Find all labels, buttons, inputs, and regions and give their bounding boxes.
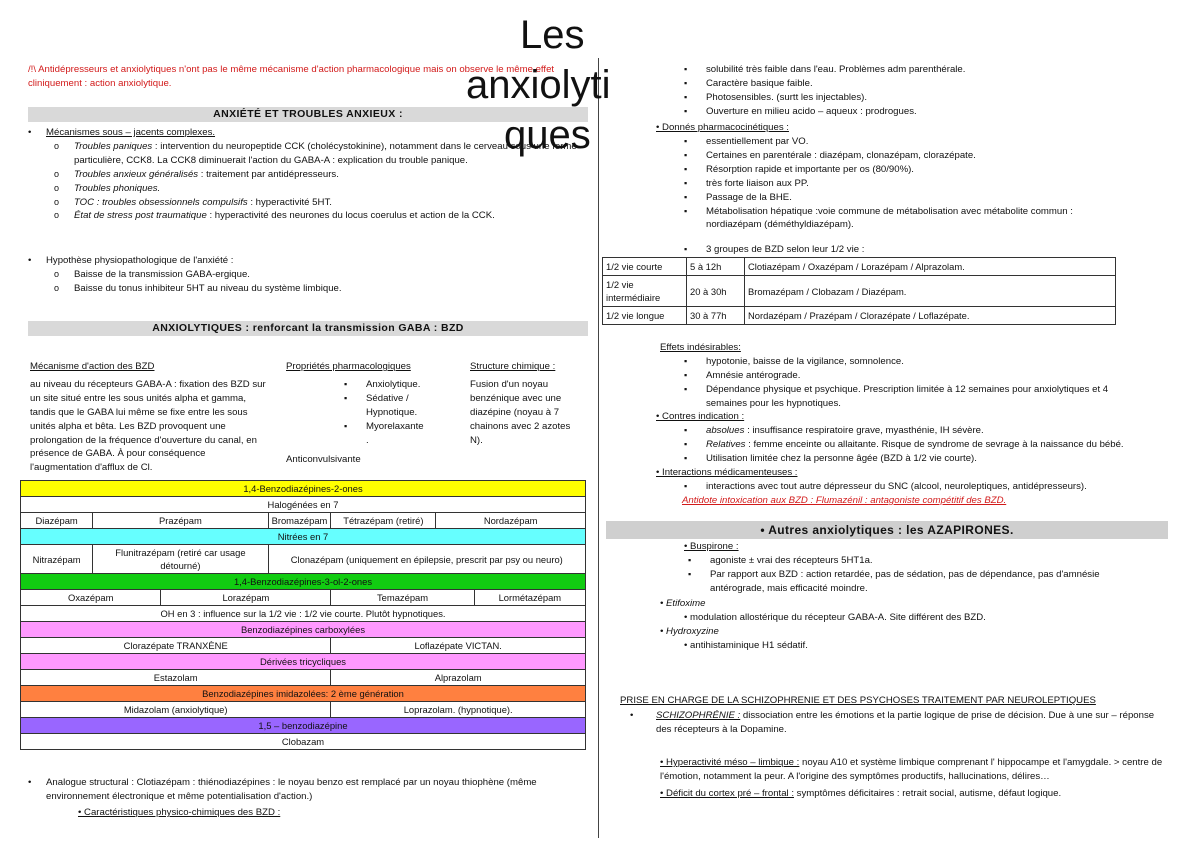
adverse-effects-list — [680, 355, 1120, 411]
groups-title: ▪ 3 groupes de BZD selon leur 1/2 vie : — [680, 243, 1120, 257]
antidote-note: Antidote intoxication aux BZD : Flumazénil : antagoniste compétitif des BZD. — [682, 495, 1007, 506]
hypothesis-item: o Baisse de la transmission GABA-ergique. — [20, 268, 590, 282]
pk-item: ▪ Métabolisation hépatique :voie commune de métabolisation avec métabolite commun : nordiazépam (déméthyldiazépam). — [680, 205, 1120, 233]
column-divider — [598, 58, 599, 838]
mech-item: o État de stress post traumatique : hyperactivité des neurones du locus coerulus et action de la CCK. — [20, 209, 590, 223]
table-group-header: 1,4-Benzodiazépines-2-ones — [21, 481, 586, 497]
title-line-3: ques — [504, 113, 591, 157]
table-cell: Nitrazépam — [21, 545, 93, 574]
table-cell: Clobazam — [21, 734, 586, 750]
contraindication-item: ▪ Relatives : femme enceinte ou allaitante. Risque de syndrome de sevrage à la naissance du bébé. — [680, 438, 1130, 452]
title-line-2: anxiolyti — [466, 63, 611, 107]
deficit-item: • Déficit du cortex pré – frontal : symptômes déficitaires : retrait social, autisme, défaut logique. — [660, 788, 1062, 799]
table-row — [21, 702, 586, 718]
table-cell: Alprazolam — [331, 670, 586, 686]
table-cell: Tétrazépam (retiré) — [331, 513, 436, 529]
property-item: ▪ Sédative / Hypnotique. — [340, 392, 420, 420]
halflife-cat: 1/2 vie longue — [603, 307, 687, 325]
properties-column — [286, 360, 456, 467]
property-item: ▪ Anxiolytique. — [340, 378, 420, 392]
hydroxyzine-title: • Hydroxyzine — [660, 626, 719, 637]
table-cell: Loflazépate VICTAN. — [331, 638, 586, 654]
table-cell: Oxazépam — [21, 590, 161, 606]
table-row — [21, 638, 586, 654]
halflife-drugs: Clotiazépam / Oxazépam / Lorazépam / Alprazolam. — [745, 258, 1116, 276]
table-group-header: Nitrées en 7 — [21, 529, 586, 545]
physchem-item: ▪ Ouverture en milieu acido – aqueux : prodrogues. — [680, 105, 1120, 119]
pk-item: ▪ très forte liaison aux PP. — [680, 177, 1120, 191]
structure-column-title: Structure chimique : — [470, 361, 556, 372]
physchem-title: • Caractéristiques physico-chimiques des BZD : — [78, 807, 281, 818]
pk-item: ▪ Résorption rapide et importante per os (80/90%). — [680, 163, 1120, 177]
halflife-drugs: Bromazépam / Clobazam / Diazépam. — [745, 276, 1116, 307]
halflife-cat: 1/2 vie intermédiaire — [603, 276, 687, 307]
table-group-header: Dérivées tricycliques — [21, 654, 586, 670]
pk-item: ▪ Passage de la BHE. — [680, 191, 1120, 205]
buspirone-item: ▪ agoniste ± vrai des récepteurs 5HT1a. — [684, 554, 1134, 568]
physchem-item: ▪ Photosensibles. (surtt les injectables). — [680, 91, 1120, 105]
adverse-item: ▪ Amnésie antérograde. — [680, 369, 1120, 383]
table-cell: Temazépam — [331, 590, 474, 606]
table-cell: Estazolam — [21, 670, 331, 686]
table-cell: Midazolam (anxiolytique) — [21, 702, 331, 718]
table-group-header: Benzodiazépines carboxylées — [21, 622, 586, 638]
mech-item: o Troubles anxieux généralisés : traitement par antidépresseurs. — [20, 168, 590, 182]
table-row — [21, 590, 586, 606]
contraindication-item: ▪ absolues : insuffisance respiratoire grave, myasthénie, IH sévère. — [680, 424, 1130, 438]
section-band-anxiety: ANXIÉTÉ ET TROUBLES ANXIEUX : — [28, 107, 588, 122]
bzd-classification-table — [20, 480, 586, 750]
halflife-row — [603, 307, 1116, 325]
interactions-title: • Interactions médicamenteuses : — [656, 467, 798, 478]
analog-list — [20, 776, 590, 804]
interactions-list — [680, 480, 1130, 494]
adverse-item: ▪ hypotonie, baisse de la vigilance, somnolence. — [680, 355, 1120, 369]
physchem-list — [680, 63, 1120, 119]
mechanism-column-text: au niveau du récepteurs GABA-A : fixation des BZD sur un site situé entre les sous unités alpha et gamma, tandis que le GABA lui même se fixe entre les sous unités alpha et bêta. Les BZD provoquent une prolongation de la fréquence d'ouverture du canal, en présence de GABA. À pour conséquence l'augmentation d'afflux de Cl. — [30, 378, 266, 474]
hydroxyzine-item: • antihistaminique H1 sédatif. — [684, 640, 808, 651]
mech-item: o Troubles phoniques. — [20, 182, 590, 196]
property-item: ▪ Myorelaxante . — [340, 420, 420, 448]
halflife-time: 5 à 12h — [687, 258, 745, 276]
pk-item: ▪ essentiellement par VO. — [680, 135, 1120, 149]
table-cell: Bromazépam — [268, 513, 331, 529]
table-cell: Clonazépam (uniquement en épilepsie, prescrit par psy ou neuro) — [268, 545, 585, 574]
halflife-time: 30 à 77h — [687, 307, 745, 325]
table-cell: Nordazépam — [436, 513, 586, 529]
mechanisms-title: • Mécanismes sous – jacents complexes. — [20, 126, 590, 140]
table-group-header: 1,5 – benzodiazépine — [21, 718, 586, 734]
structure-column — [470, 360, 582, 447]
table-cell: Clorazépate TRANXÈNE — [21, 638, 331, 654]
mechanism-column — [30, 360, 266, 475]
contraindications-list — [680, 424, 1130, 466]
contraindications-title: • Contres indication : — [656, 411, 745, 422]
hyperactivity-item: • Hyperactivité méso – limbique : noyau A10 et système limbique comprenant l' hippocampe et l'amygdale. > centre de l'émotion, notamment la peur. A l'origine des symptômes productifs, hallucinations, délires… — [660, 757, 1163, 782]
table-cell: Lormétazépam — [474, 590, 585, 606]
table-row — [21, 734, 586, 750]
table-row — [21, 545, 586, 574]
halflife-row — [603, 258, 1116, 276]
schizophrenia-list — [622, 709, 1162, 737]
table-group-header: 1,4-Benzodiazépines-3-ol-2-ones — [21, 574, 586, 590]
schizophrenia-title: PRISE EN CHARGE DE LA SCHIZOPHRENIE ET DES PSYCHOSES TRAITEMENT PAR NEUROLEPTIQUES — [620, 695, 1096, 706]
properties-column-title: Propriétés pharmacologiques — [286, 361, 411, 372]
schizophrenia-item: • SCHIZOPHRÉNIE : dissociation entre les émotions et la partie logique de prise de décision. Due à une sur – réponse des récepteurs à la Dopamine. — [622, 709, 1162, 737]
halflife-table — [602, 257, 1116, 325]
contraindication-item: ▪ Utilisation limitée chez la personne âgée (BZD à 1/2 vie courte). — [680, 452, 1130, 466]
table-cell: Prazépam — [93, 513, 268, 529]
mechanism-column-title: Mécanisme d'action des BZD — [30, 361, 155, 372]
halflife-row — [603, 276, 1116, 307]
pk-list — [680, 135, 1120, 232]
table-row — [21, 513, 586, 529]
hypothesis-list — [20, 254, 590, 296]
section-band-azapirones: • Autres anxiolytiques : les AZAPIRONES. — [606, 521, 1168, 539]
warning-note: /!\ Antidépresseurs et anxiolytiques n'ont pas le même mécanisme d'action pharmacologique mais on observe le même effet cliniquement : action anxiolytique. — [28, 64, 555, 89]
halflife-time: 20 à 30h — [687, 276, 745, 307]
table-cell: Lorazépam — [161, 590, 331, 606]
etifoxine-title: • Etifoxime — [660, 598, 706, 609]
adverse-item: ▪ Dépendance physique et psychique. Prescription limitée à 12 semaines pour anxiolytiques et 4 semaines pour les hypnotiques. — [680, 383, 1120, 411]
halflife-cat: 1/2 vie courte — [603, 258, 687, 276]
physchem-item: ▪ Caractère basique faible. — [680, 77, 1120, 91]
buspirone-item: ▪ Par rapport aux BZD : action retardée, pas de sédation, pas de dépendance, pas d'amnésie antérograde, mais efficacité moindre. — [684, 568, 1134, 596]
physchem-item: ▪ solubilité très faible dans l'eau. Problèmes adm parenthérale. — [680, 63, 1120, 77]
table-cell: Flunitrazépam (retiré car usage détourné) — [93, 545, 268, 574]
halflife-drugs: Nordazépam / Prazépam / Clorazépate / Loflazépate. — [745, 307, 1116, 325]
analog-item: • Analogue structural : Clotiazépam : thiénodiazépines : le noyau benzo est remplacé par un noyau thiophène (même environnement électronique et même potentialisation d'action.) — [20, 776, 590, 804]
mech-item: o Troubles paniques : intervention du neuropeptide CCK (cholécystokinine), notamment dans le cerveau sous une forme particulière, CCK8. La CCK8 diminuerait l'action du GABA-A : explication du trouble panique. — [20, 140, 590, 168]
property-extra: Anticonvulsivante — [286, 454, 361, 466]
table-cell: Diazépam — [21, 513, 93, 529]
table-group-header: Benzodiazépines imidazolées: 2 ème génération — [21, 686, 586, 702]
table-cell: Loprazolam. (hypnotique). — [331, 702, 586, 718]
adverse-effects-title: Effets indésirables: — [660, 342, 741, 353]
table-note: OH en 3 : influence sur la 1/2 vie : 1/2 vie courte. Plutôt hypnotiques. — [21, 606, 586, 622]
hypothesis-title: • Hypothèse physiopathologique de l'anxiété : — [20, 254, 590, 268]
table-row — [21, 670, 586, 686]
buspirone-list — [684, 554, 1134, 596]
etifoxine-item: • modulation allostérique du récepteur GABA-A. Site différent des BZD. — [684, 612, 986, 623]
page-title — [460, 14, 660, 156]
title-line-1: Les — [520, 13, 585, 57]
buspirone-title: • Buspirone : — [684, 541, 739, 552]
mech-item: o TOC : troubles obsessionnels compulsifs : hyperactivité 5HT. — [20, 196, 590, 210]
interaction-item: ▪ interactions avec tout autre dépresseur du SNC (alcool, neuroleptiques, antidépresseurs). — [680, 480, 1130, 494]
hypothesis-item: o Baisse du tonus inhibiteur 5HT au niveau du système limbique. — [20, 282, 590, 296]
section-band-anxiolytics: ANXIOLYTIQUES : renforcant la transmission GABA : BZD — [28, 321, 588, 336]
pk-title: • Donnés pharmacocinétiques : — [656, 122, 789, 133]
pk-item: ▪ Certaines en parentérale : diazépam, clonazépam, clorazépate. — [680, 149, 1120, 163]
structure-column-text: Fusion d'un noyau benzénique avec une diazépine (noyau à 7 chainons avec 2 azotes N). — [470, 378, 571, 446]
table-subheader: Halogénées en 7 — [21, 497, 586, 513]
groups-list — [680, 243, 1120, 257]
